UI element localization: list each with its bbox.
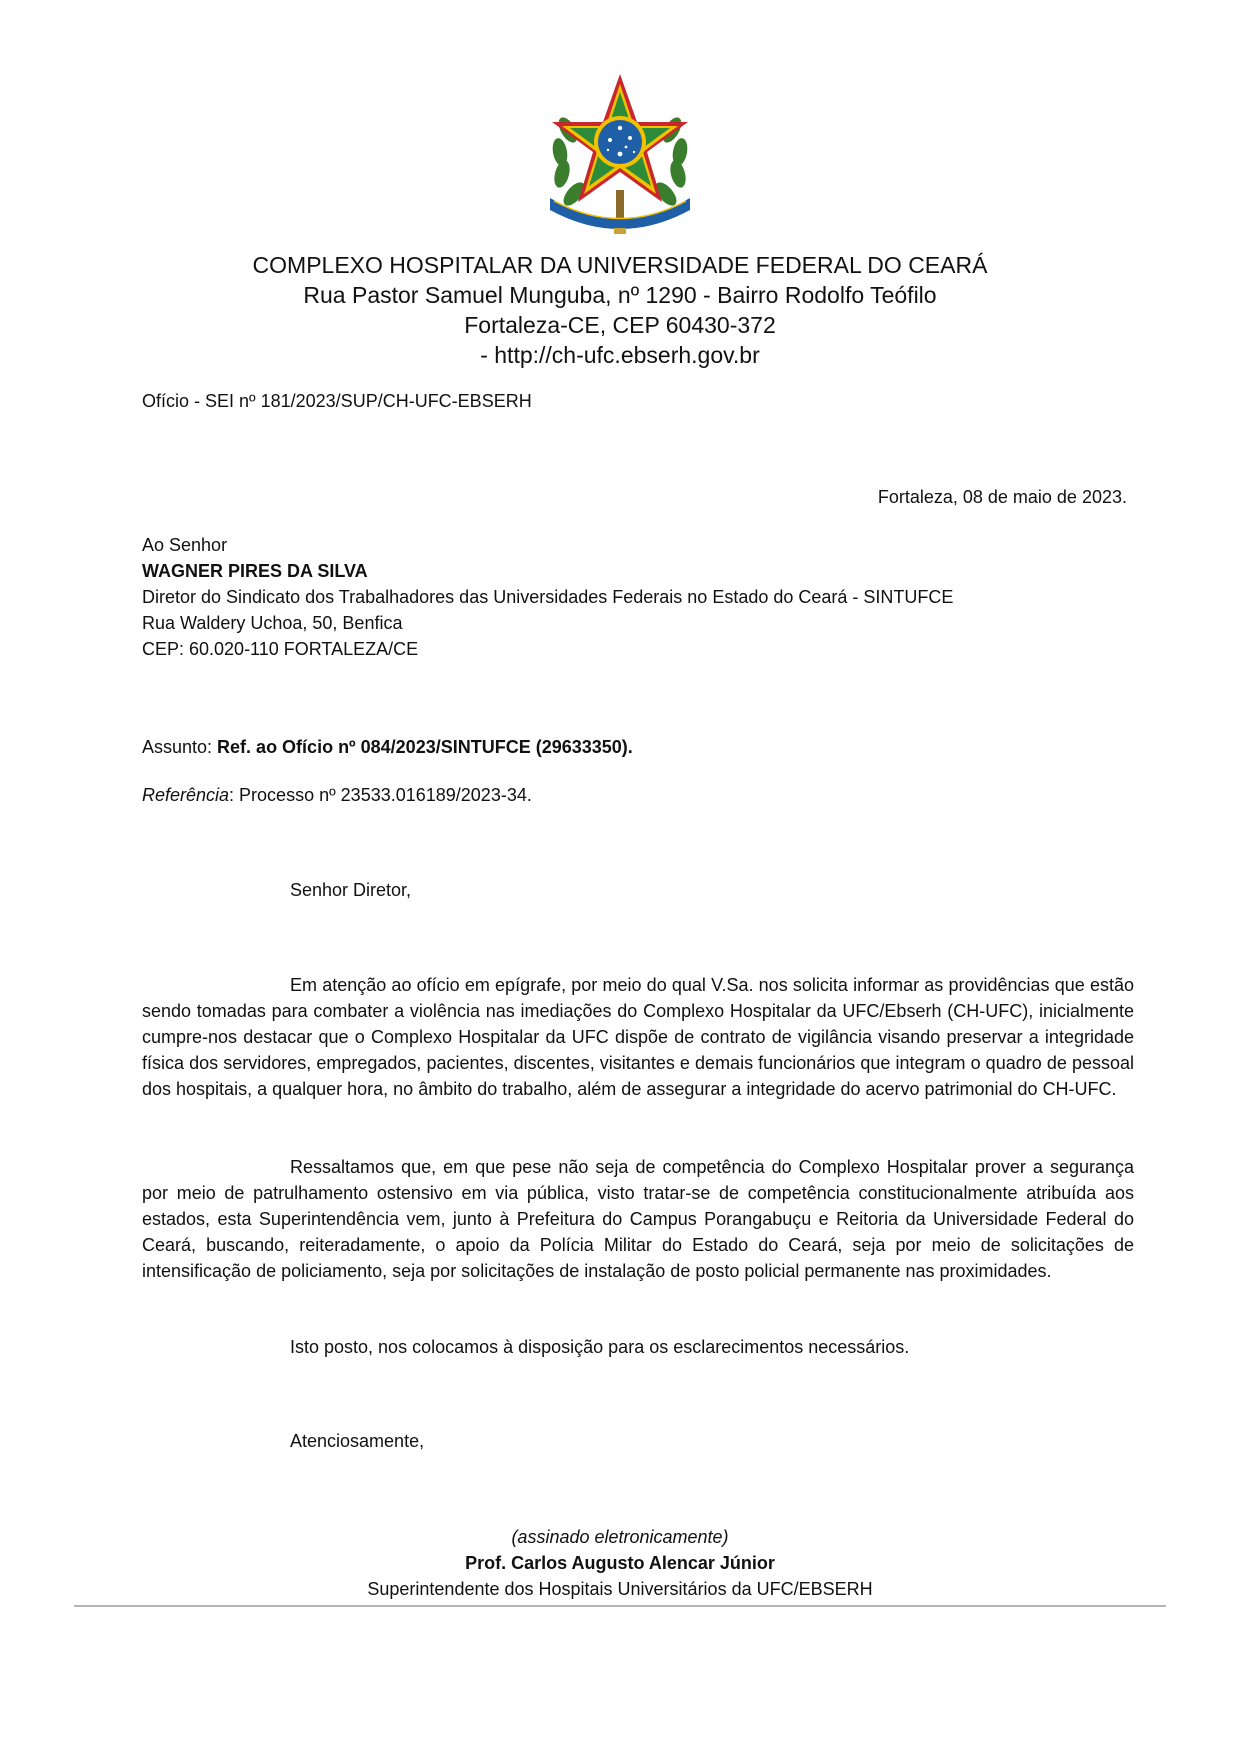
subject-label: Assunto:	[142, 737, 218, 757]
recipient-postal: CEP: 60.020-110 FORTALEZA/CE	[142, 639, 419, 659]
recipient-street: Rua Waldery Uchoa, 50, Benfica	[142, 613, 403, 633]
signer-title: Superintendente dos Hospitais Universitários da UFC/EBSERH	[367, 1579, 873, 1599]
body-paragraph-1: Em atenção ao ofício em epígrafe, por meio do qual V.Sa. nos solicita informar as providências que estão sendo tomadas para combater a violência nas imediações do Complexo Hospitalar da UFC/Ebserh (CH-UFC), inicialmente cumpre-nos destacar que o Complexo Hospitalar da UFC dispõe de contrato de vigilância visando preservar a integridade física dos servidores, empregados, pacientes, discentes, visitantes e demais funcionários que integram o quadro de pessoal dos hospitais, a qualquer hora, no âmbito do trabalho, além de assegurar a integridade do acervo patrimonial do CH-UFC.	[142, 975, 1134, 1099]
recipient-salutation: Ao Senhor	[142, 535, 228, 555]
document-date: Fortaleza, 08 de maio de 2023.	[877, 487, 1127, 507]
institution-address: Rua Pastor Samuel Munguba, nº 1290 - Bairro Rodolfo Teófilo	[303, 282, 937, 308]
reference-line	[142, 782, 532, 808]
institution-city: Fortaleza-CE, CEP 60430-372	[464, 312, 776, 338]
greeting: Senhor Diretor,	[290, 880, 412, 900]
footer-divider	[74, 1605, 1166, 1607]
recipient-role: Diretor do Sindicato dos Trabalhadores das Universidades Federais no Estado do Ceará - SINTUFCE	[142, 587, 954, 607]
subject-value: Ref. ao Ofício nº 084/2023/SINTUFCE (29633350).	[217, 737, 633, 757]
brazil-coat-of-arms-icon	[540, 70, 700, 240]
reference-value: : Processo nº 23533.016189/2023-34.	[229, 785, 532, 805]
signer-name: Prof. Carlos Augusto Alencar Júnior	[465, 1553, 775, 1573]
recipient-name: WAGNER PIRES DA SILVA	[142, 561, 368, 581]
body-paragraph-3: Isto posto, nos colocamos à disposição para os esclarecimentos necessários.	[290, 1337, 910, 1357]
institution-website: - http://ch-ufc.ebserh.gov.br	[480, 342, 760, 368]
reference-label: Referência	[142, 785, 230, 805]
letterhead	[0, 250, 1240, 370]
body-paragraph-2: Ressaltamos que, em que pese não seja de competência do Complexo Hospitalar prover a segurança por meio de patrulhamento ostensivo em via pública, visto tratar-se de competência constitucionalmente atribuída aos estados, esta Superintendência vem, junto à Prefeitura do Campus Porangabuçu e Reitoria da Universidade Federal do Ceará, buscando, reiteradamente, o apoio da Polícia Militar do Estado do Ceará, seja por meio de solicitações de intensificação de policiamento, seja por solicitações de instalação de posto policial permanente nas proximidades.	[142, 1157, 1134, 1281]
subject-line	[142, 734, 633, 760]
oficio-number: Ofício - SEI nº 181/2023/SUP/CH-UFC-EBSERH	[142, 391, 532, 411]
closing: Atenciosamente,	[290, 1431, 425, 1451]
institution-name: COMPLEXO HOSPITALAR DA UNIVERSIDADE FEDERAL DO CEARÁ	[252, 252, 988, 278]
signature-note: (assinado eletronicamente)	[511, 1527, 729, 1547]
